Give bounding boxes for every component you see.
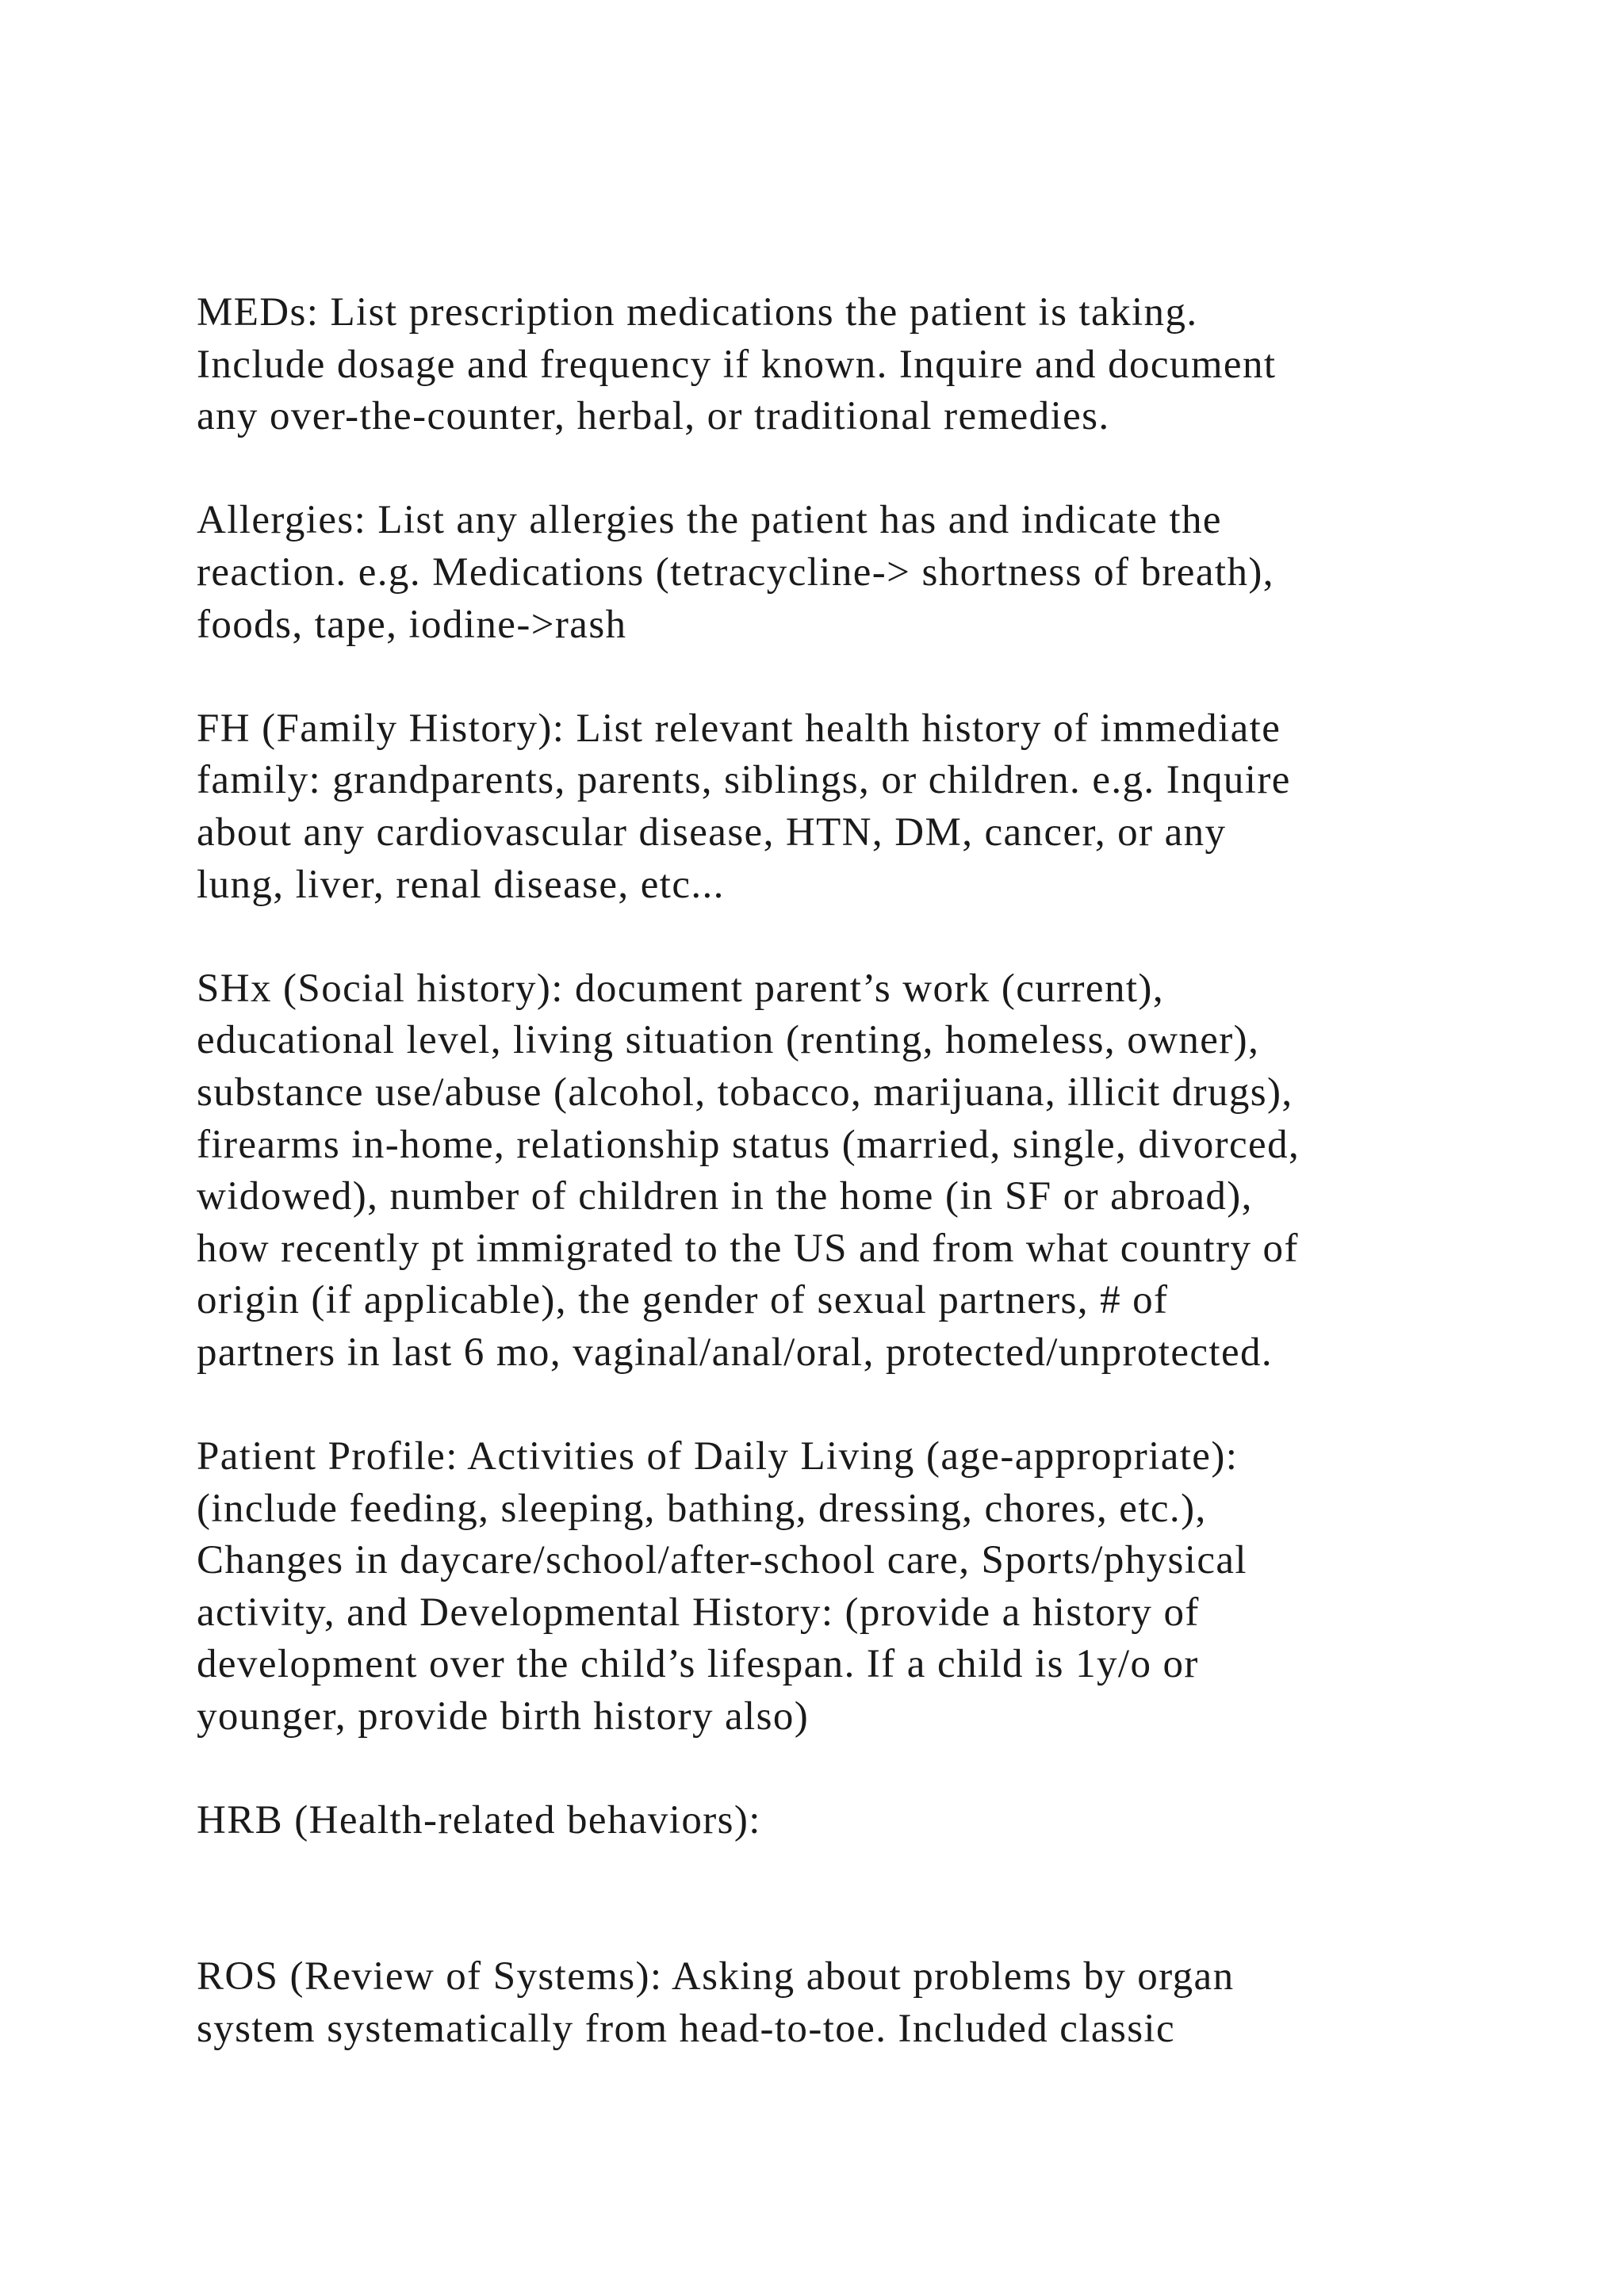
document-body [197,287,1545,2055]
social-history-paragraph: SHx (Social history): document parent’s work (current), educational level, living situation (renting, homeless, owner), substance use/abuse (alcohol, tobacco, marijuana, illicit drugs), firearms in-home, relationship status (married, single, divorced, widowed), number of children in the home (in SF or abroad), how recently pt immigrated to the US and from what country of origin (if applicable), the gender of sexual partners, # of partners in last 6 mo, vaginal/anal/oral, protected/unprotected. [197,966,1300,1375]
paragraph-spacer [197,443,1545,496]
paragraph-spacer [197,1743,1545,1796]
meds-paragraph: MEDs: List prescription medications the patient is taking. Include dosage and frequency if known. Inquire and document any over-the-counter, herbal, or traditional remedies. [197,290,1277,439]
review-of-systems-paragraph: ROS (Review of Systems): Asking about problems by organ system systematically from head-to-toe. Included classic [197,1954,1235,2051]
patient-profile-paragraph: Patient Profile: Activities of Daily Living (age-appropriate): (include feeding, sleeping, bathing, dressing, chores, etc.), Changes in daycare/school/after-school care, Sports/physical activity, and Developmental History: (provide a history of development over the child’s lifespan. If a child is 1y/o or younger, provide birth history also) [197,1434,1247,1739]
allergies-paragraph: Allergies: List any allergies the patient has and indicate the reaction. e.g. Medications (tetracycline-> shortness of breath), foods, tape, iodine->rash [197,498,1274,647]
health-related-behaviors-paragraph: HRB (Health-related behaviors): [197,1798,761,1843]
family-history-paragraph: FH (Family History): List relevant health history of immediate family: grandparents, parents, siblings, or children. e.g. Inquire about any cardiovascular disease, HTN, DM, cancer, or any lung, liver, renal disease, etc... [197,706,1291,907]
paragraph-spacer [197,651,1545,703]
paragraph-spacer [197,1379,1545,1431]
paragraph-spacer [197,911,1545,963]
paragraph-spacer [197,1847,1545,1951]
